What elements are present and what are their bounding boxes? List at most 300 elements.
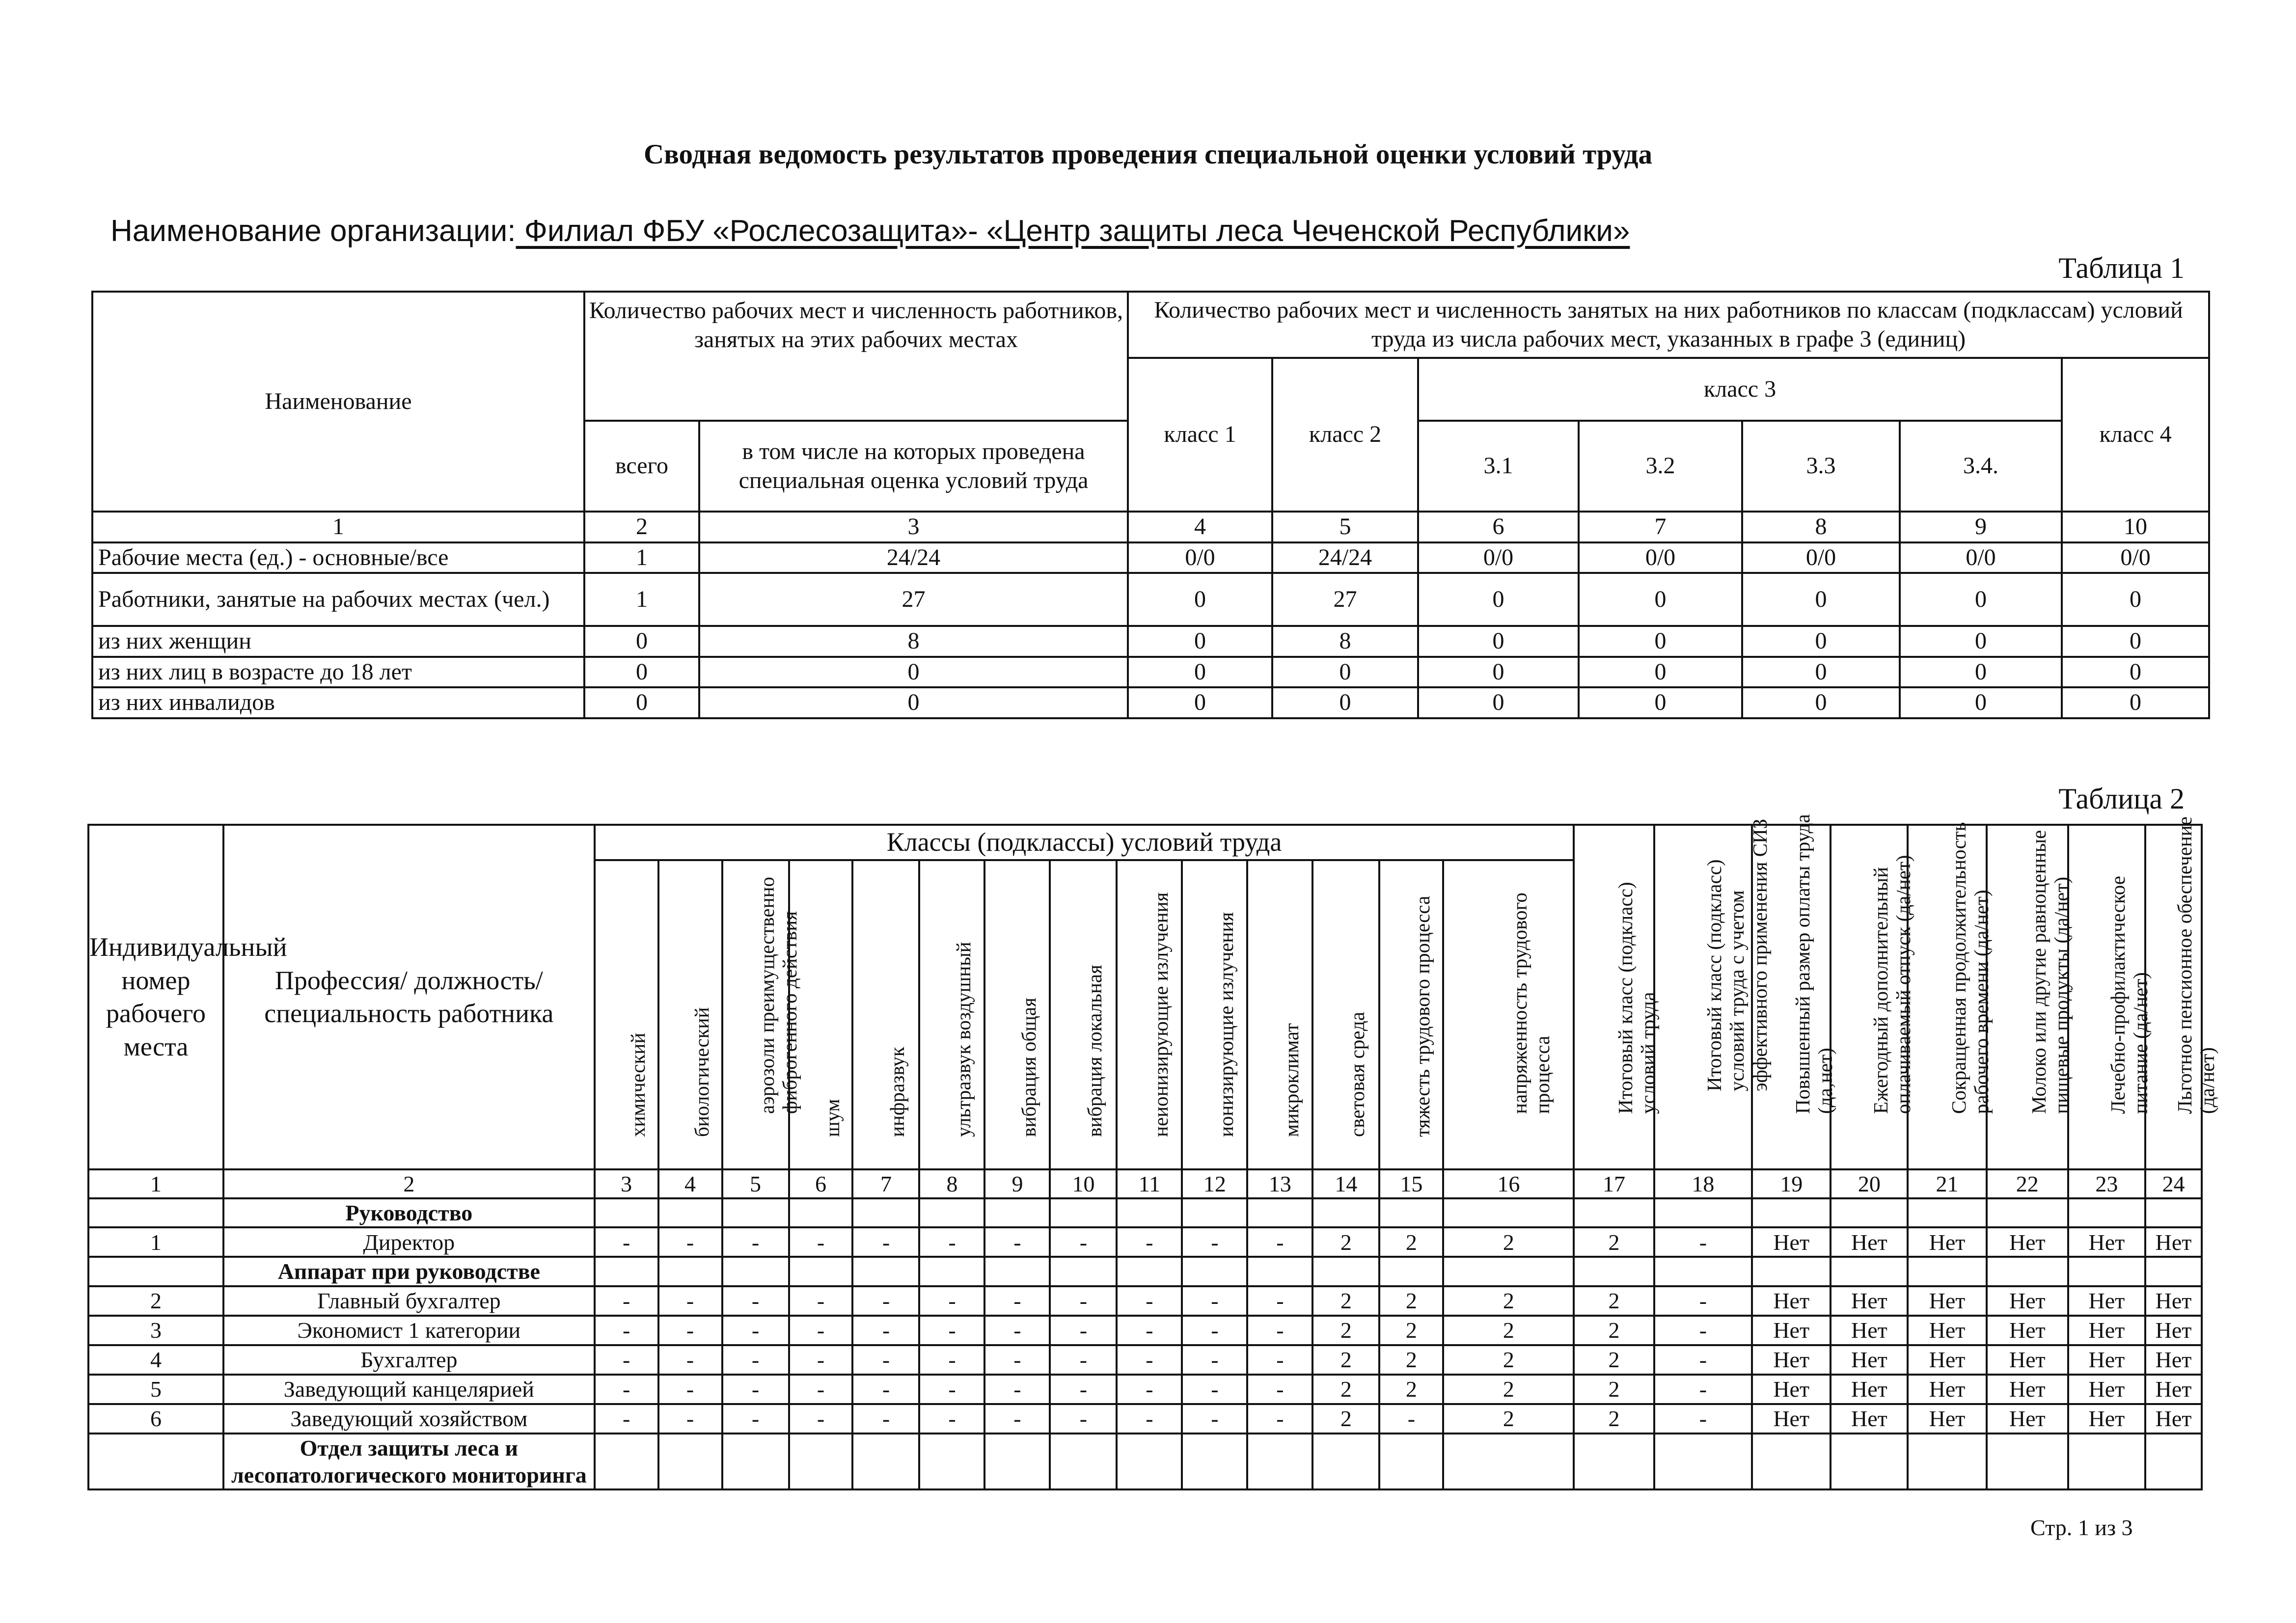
- t2-section-empty-cell: [984, 1434, 1050, 1489]
- t2-header-factor-wrap: [985, 861, 1049, 1168]
- t1-cell: 0: [2062, 657, 2209, 688]
- t2-column-number: 20: [1831, 1169, 1908, 1198]
- t2-cell: -: [595, 1375, 658, 1404]
- t2-section-empty-cell: [1831, 1198, 1908, 1227]
- t2-cell: 2: [1312, 1404, 1379, 1434]
- t1-header-3-3: 3.3: [1742, 421, 1900, 512]
- t2-section-empty-cell: [1117, 1434, 1182, 1489]
- t1-cell: 0: [1272, 687, 1418, 718]
- t2-cell: -: [1247, 1404, 1312, 1434]
- t2-cell: -: [852, 1227, 919, 1257]
- t2-cell: Нет: [1831, 1316, 1908, 1345]
- t2-column-number: 17: [1574, 1169, 1654, 1198]
- t2-section-label: Отдел защиты леса и лесопатологического мониторинга: [223, 1434, 595, 1489]
- t2-header-factor-wrap: [1313, 861, 1378, 1168]
- t2-cell: -: [1117, 1316, 1182, 1345]
- t2-column-number: 9: [984, 1169, 1050, 1198]
- t1-cell: 0: [1742, 657, 1900, 688]
- t1-cell: 0/0: [1418, 542, 1579, 573]
- t2-header-factor-text: вибрация локальная: [1083, 964, 1106, 1137]
- t2-header-id: Индивидуальный номер рабочего места: [88, 825, 223, 1169]
- t1-cell: 0: [1742, 573, 1900, 626]
- t2-section-empty-cell: [658, 1257, 722, 1286]
- t1-row: [92, 687, 2209, 718]
- t2-header-extra-wrap: [1909, 822, 1993, 1168]
- t2-row: [88, 1404, 2202, 1434]
- workplace-table: [87, 814, 2219, 1490]
- t2-section-empty-cell: [722, 1434, 789, 1489]
- t2-header-factor-text: микроклимат: [1280, 1023, 1303, 1137]
- t2-cell: Нет: [2068, 1227, 2145, 1257]
- t2-cell: Нет: [1987, 1375, 2068, 1404]
- t2-section-empty-cell: [852, 1257, 919, 1286]
- t2-section-empty-cell: [919, 1257, 984, 1286]
- t2-cell: -: [1117, 1375, 1182, 1404]
- t2-header-factor-wrap: [920, 861, 984, 1168]
- t2-section-empty-cell: [722, 1198, 789, 1227]
- t2-section-empty-cell: [1443, 1434, 1574, 1489]
- t2-cell: 2: [1443, 1316, 1574, 1345]
- t2-cell: 2: [1312, 1375, 1379, 1404]
- t2-cell: -: [852, 1316, 919, 1345]
- t2-cell: -: [595, 1345, 658, 1375]
- t2-column-number: 7: [852, 1169, 919, 1198]
- t2-header-classes-group: Классы (подклассы) условий труда: [595, 825, 1574, 860]
- t2-cell: Нет: [2145, 1316, 2202, 1345]
- t2-cell: Нет: [1752, 1316, 1831, 1345]
- t2-header-factor-text: неионизирующие излучения: [1149, 892, 1172, 1137]
- t2-section-empty-cell: [1908, 1434, 1986, 1489]
- t1-row: [92, 657, 2209, 688]
- t2-header-factor-text: шум: [820, 1099, 844, 1137]
- t2-cell: -: [1050, 1345, 1117, 1375]
- t2-cell: Нет: [2145, 1345, 2202, 1375]
- t2-header-factor-wrap: [1444, 861, 1573, 1168]
- t2-cell: -: [919, 1404, 984, 1434]
- t2-cell: -: [1117, 1404, 1182, 1434]
- t2-cell: Нет: [1752, 1286, 1831, 1316]
- t2-column-number: 2: [223, 1169, 595, 1198]
- t2-cell: Нет: [1987, 1345, 2068, 1375]
- t2-header-factor: [722, 860, 801, 1169]
- t2-row-profession: Заведующий хозяйством: [223, 1404, 595, 1434]
- t2-cell: 2: [1443, 1227, 1574, 1257]
- t1-cell: 27: [1272, 573, 1418, 626]
- t2-cell: -: [1247, 1375, 1312, 1404]
- t2-cell: -: [595, 1227, 658, 1257]
- t2-column-number: 22: [1987, 1169, 2068, 1198]
- t2-header-factor: [919, 860, 984, 1169]
- t2-cell: -: [658, 1227, 722, 1257]
- t1-cell: 0/0: [1579, 542, 1742, 573]
- t2-column-number: 21: [1908, 1169, 1986, 1198]
- t2-section-empty-cell: [1050, 1434, 1117, 1489]
- t2-header-extra-wrap: [1831, 826, 1915, 1168]
- t2-cell: -: [852, 1286, 919, 1316]
- t2-header-factor: [1117, 860, 1182, 1169]
- t2-section-empty-cell: [2145, 1257, 2202, 1286]
- t2-cell: Нет: [2145, 1227, 2202, 1257]
- t2-cell: Нет: [1831, 1345, 1908, 1375]
- t2-cell: -: [789, 1375, 853, 1404]
- t2-section-empty-cell: [1908, 1257, 1986, 1286]
- t1-header-total: всего: [584, 421, 699, 512]
- t2-header-extra: [1831, 825, 1915, 1169]
- organization-name: Филиал ФБУ «Рослесозащита»- «Центр защиты леса Чеченской Республики»: [516, 214, 1630, 248]
- document-title: Сводная ведомость результатов проведения специальной оценки условий труда: [643, 139, 1652, 170]
- t2-section-empty-cell: [1752, 1198, 1831, 1227]
- t2-header-extra-text: Льготное пенсионное обеспечение (да/нет): [2173, 816, 2219, 1114]
- t2-cell: Нет: [2145, 1375, 2202, 1404]
- t2-cell: Нет: [1987, 1227, 2068, 1257]
- t1-cell: 0: [1900, 626, 2062, 657]
- t2-header-extra-text: Молоко или другие равноценные пищевые продукты (да/нет): [2027, 830, 2073, 1114]
- t1-cell: 0: [1742, 626, 1900, 657]
- t2-header-extra: [1654, 818, 1772, 1169]
- t2-cell: -: [1247, 1345, 1312, 1375]
- t2-row-id: 6: [88, 1404, 223, 1434]
- t2-header-factor-text: инфразвук: [886, 1046, 909, 1137]
- t2-section-empty-cell: [1987, 1198, 2068, 1227]
- t2-header-extra-text: Повышенный размер оплаты труда (да,нет): [1791, 814, 1837, 1114]
- t2-section-empty-cell: [595, 1257, 658, 1286]
- t2-header-factor: [1050, 860, 1117, 1169]
- t2-cell: -: [1654, 1375, 1752, 1404]
- t1-column-number: 7: [1579, 512, 1742, 542]
- t2-header-extra: [2145, 816, 2219, 1169]
- t2-cell: 2: [1574, 1375, 1654, 1404]
- t2-cell: 2: [1312, 1345, 1379, 1375]
- t2-header-factor: [595, 860, 658, 1169]
- t1-cell: 0: [1418, 687, 1579, 718]
- t2-section-empty-cell: [1752, 1257, 1831, 1286]
- t2-section-empty-cell: [1831, 1257, 1908, 1286]
- t2-section-empty-cell: [2145, 1198, 2202, 1227]
- t2-column-number: 23: [2068, 1169, 2145, 1198]
- t2-header-factor-wrap: [1183, 861, 1246, 1168]
- t2-section-id-cell: [88, 1198, 223, 1227]
- t2-cell: 2: [1443, 1286, 1574, 1316]
- t2-header-factor-wrap: [659, 861, 721, 1168]
- t2-column-number: 4: [658, 1169, 722, 1198]
- t2-section-empty-cell: [789, 1257, 853, 1286]
- t2-cell: 2: [1574, 1345, 1654, 1375]
- t2-section-empty-cell: [1050, 1198, 1117, 1227]
- t2-header-extra-wrap: [1575, 826, 1660, 1168]
- t2-header-factor-wrap: [790, 861, 852, 1168]
- t2-cell: 2: [1379, 1375, 1443, 1404]
- t2-cell: Нет: [1752, 1375, 1831, 1404]
- t1-header-3-1: 3.1: [1418, 421, 1579, 512]
- t2-section-empty-cell: [1831, 1434, 1908, 1489]
- t1-row-label: из них инвалидов: [92, 687, 584, 718]
- t2-header-factor: [1182, 860, 1247, 1169]
- t2-column-number: 12: [1182, 1169, 1247, 1198]
- t2-cell: Нет: [2068, 1316, 2145, 1345]
- t2-column-number: 8: [919, 1169, 984, 1198]
- t2-header-extra: [1908, 822, 1993, 1169]
- t2-cell: -: [658, 1375, 722, 1404]
- t2-section-empty-cell: [984, 1198, 1050, 1227]
- t2-header-factor-wrap: [596, 861, 657, 1168]
- t2-section-label: Аппарат при руководстве: [223, 1257, 595, 1286]
- t1-cell: 1: [584, 573, 699, 626]
- t2-header-factor: [852, 860, 919, 1169]
- t2-cell: 2: [1379, 1345, 1443, 1375]
- t2-cell: Нет: [1908, 1404, 1986, 1434]
- t2-cell: -: [658, 1316, 722, 1345]
- t2-cell: -: [658, 1404, 722, 1434]
- t2-header-factor: [1247, 860, 1312, 1169]
- t2-cell: Нет: [1831, 1286, 1908, 1316]
- t2-cell: Нет: [1752, 1404, 1831, 1434]
- t1-cell: 0: [2062, 573, 2209, 626]
- t2-cell: -: [984, 1316, 1050, 1345]
- t2-cell: -: [1654, 1227, 1752, 1257]
- t1-column-number: 5: [1272, 512, 1418, 542]
- t2-column-number: 6: [789, 1169, 853, 1198]
- t2-row: [88, 1227, 2202, 1257]
- t2-column-number: 19: [1752, 1169, 1831, 1198]
- t2-row-id: 4: [88, 1345, 223, 1375]
- t2-section-empty-cell: [1182, 1434, 1247, 1489]
- t2-header-factor-wrap: [1051, 861, 1116, 1168]
- t2-header-factor-text: ионизирующие излучения: [1214, 912, 1237, 1137]
- t1-cell: 0: [584, 687, 699, 718]
- t2-header-extra-text: Сокращенная продолжительность рабочего времени (да/нет): [1947, 822, 1993, 1114]
- t2-header-factor: [789, 860, 853, 1169]
- t2-header-extra: [1752, 814, 1837, 1169]
- t2-row: [88, 1375, 2202, 1404]
- t2-section-empty-cell: [595, 1198, 658, 1227]
- t2-section-id-cell: [88, 1257, 223, 1286]
- t2-cell: -: [722, 1375, 789, 1404]
- organization-label: Наименование организации:: [110, 214, 516, 248]
- t2-cell: -: [1654, 1316, 1752, 1345]
- t2-cell: Нет: [2145, 1404, 2202, 1434]
- t2-cell: Нет: [1752, 1227, 1831, 1257]
- t1-cell: 0: [1128, 626, 1272, 657]
- t2-cell: -: [919, 1375, 984, 1404]
- t2-cell: -: [1379, 1404, 1443, 1434]
- t1-cell: 0: [2062, 626, 2209, 657]
- table2-caption: Таблица 2: [2058, 783, 2185, 815]
- t2-section-empty-cell: [1908, 1198, 1986, 1227]
- t2-cell: 2: [1443, 1404, 1574, 1434]
- t2-section-empty-cell: [1182, 1198, 1247, 1227]
- t2-cell: Нет: [1752, 1345, 1831, 1375]
- t2-header-factor-text: ультразвук воздушный: [952, 942, 975, 1137]
- t2-cell: -: [984, 1345, 1050, 1375]
- t2-header-factor-wrap: [723, 861, 801, 1168]
- t2-cell: -: [984, 1404, 1050, 1434]
- t2-section-empty-cell: [1247, 1257, 1312, 1286]
- t2-cell: 2: [1312, 1286, 1379, 1316]
- t2-section-label: Руководство: [223, 1198, 595, 1227]
- t1-cell: 0: [1900, 573, 2062, 626]
- t2-row-profession: Бухгалтер: [223, 1345, 595, 1375]
- t2-section-empty-cell: [2068, 1198, 2145, 1227]
- t2-header-factor-wrap: [1118, 861, 1181, 1168]
- t1-column-number: 9: [1900, 512, 2062, 542]
- t1-cell: 0: [1579, 657, 1742, 688]
- t2-cell: -: [595, 1286, 658, 1316]
- t2-cell: 2: [1379, 1227, 1443, 1257]
- t2-section-empty-cell: [1247, 1198, 1312, 1227]
- t2-cell: Нет: [1831, 1404, 1908, 1434]
- t2-section-empty-cell: [1987, 1434, 2068, 1489]
- t2-cell: Нет: [1908, 1227, 1986, 1257]
- t1-row: [92, 542, 2209, 573]
- t2-cell: -: [852, 1345, 919, 1375]
- t1-column-number: 3: [699, 512, 1128, 542]
- t2-header-factor-text: световая среда: [1346, 1011, 1369, 1137]
- t2-cell: Нет: [1908, 1286, 1986, 1316]
- t1-header-class1: класс 1: [1128, 358, 1272, 512]
- t1-cell: 0: [1579, 573, 1742, 626]
- t2-row: [88, 1286, 2202, 1316]
- t1-cell: 0: [1418, 626, 1579, 657]
- t2-cell: -: [1117, 1286, 1182, 1316]
- t2-cell: Нет: [2145, 1286, 2202, 1316]
- t2-section-empty-cell: [2145, 1434, 2202, 1489]
- t2-row-profession: Главный бухгалтер: [223, 1286, 595, 1316]
- t2-header-factor: [1443, 860, 1574, 1169]
- t2-cell: -: [919, 1286, 984, 1316]
- t2-cell: -: [984, 1375, 1050, 1404]
- t2-header-extra-wrap: [1655, 818, 1772, 1168]
- t2-header-profession: Профессия/ должность/ специальность работника: [223, 825, 595, 1169]
- t1-cell: 0: [1418, 657, 1579, 688]
- t2-cell: -: [658, 1345, 722, 1375]
- t2-cell: Нет: [2068, 1286, 2145, 1316]
- t2-cell: -: [919, 1345, 984, 1375]
- t2-section-empty-cell: [919, 1434, 984, 1489]
- t2-cell: -: [1654, 1404, 1752, 1434]
- t1-cell: 0/0: [1742, 542, 1900, 573]
- t2-header-extra-wrap: [1988, 826, 2073, 1168]
- t2-cell: Нет: [2068, 1375, 2145, 1404]
- t2-cell: -: [919, 1227, 984, 1257]
- t1-header-3-2: 3.2: [1579, 421, 1742, 512]
- t2-header-factor-wrap: [1380, 861, 1442, 1168]
- t2-cell: -: [852, 1404, 919, 1434]
- t2-cell: -: [722, 1227, 789, 1257]
- t2-cell: -: [1654, 1345, 1752, 1375]
- t1-header-name: Наименование: [92, 292, 584, 512]
- t2-section-empty-cell: [595, 1434, 658, 1489]
- t2-cell: -: [722, 1404, 789, 1434]
- t2-column-number: 1: [88, 1169, 223, 1198]
- t2-section-empty-cell: [1247, 1434, 1312, 1489]
- t2-cell: -: [658, 1286, 722, 1316]
- t2-column-number: 10: [1050, 1169, 1117, 1198]
- t2-cell: -: [1182, 1227, 1247, 1257]
- t2-cell: Нет: [1908, 1316, 1986, 1345]
- t2-section-empty-cell: [658, 1198, 722, 1227]
- t2-cell: -: [1117, 1227, 1182, 1257]
- t2-section-empty-cell: [1443, 1198, 1574, 1227]
- t2-column-numbers: [88, 1169, 2202, 1198]
- t2-cell: Нет: [1987, 1286, 2068, 1316]
- t1-header-class4: класс 4: [2062, 358, 2209, 512]
- t2-header-factor-text: напряженность трудового процесса: [1508, 893, 1554, 1114]
- t2-column-number: 11: [1117, 1169, 1182, 1198]
- t2-section-empty-cell: [789, 1198, 853, 1227]
- t1-column-number: 2: [584, 512, 699, 542]
- t2-cell: Нет: [1987, 1404, 2068, 1434]
- t1-cell: 0: [699, 657, 1128, 688]
- t2-row: [88, 1316, 2202, 1345]
- table1-caption: Таблица 1: [2058, 252, 2185, 284]
- t2-header-extra-text: Лечебно-профилактическое питание (да/нет): [2106, 876, 2152, 1114]
- t2-header-factor-wrap: [853, 861, 918, 1168]
- t2-row-id: 1: [88, 1227, 223, 1257]
- t2-column-number: 24: [2145, 1169, 2202, 1198]
- t1-cell: 8: [699, 626, 1128, 657]
- t2-cell: -: [789, 1286, 853, 1316]
- t2-section-empty-cell: [1182, 1257, 1247, 1286]
- t2-cell: Нет: [1987, 1316, 2068, 1345]
- t1-header-group-b: Количество рабочих мест и численность занятых на них работников по классам (подклассам) условий труда из числа рабочих мест, указанных в графе 3 (единиц): [1128, 292, 2209, 358]
- t1-column-number: 10: [2062, 512, 2209, 542]
- t2-header-factor: [1379, 860, 1443, 1169]
- t2-cell: -: [1050, 1227, 1117, 1257]
- t2-section-empty-cell: [1752, 1434, 1831, 1489]
- organization-line: [110, 214, 1630, 248]
- t2-cell: -: [1247, 1227, 1312, 1257]
- t2-header-extra-text: Ежегодный дополнительный оплачиваемый отпуск (да/нет): [1869, 855, 1915, 1114]
- t1-header-3-4: 3.4.: [1900, 421, 2062, 512]
- t1-cell: 0: [1128, 573, 1272, 626]
- t1-cell: 0: [1418, 573, 1579, 626]
- t1-cell: 0/0: [1128, 542, 1272, 573]
- t2-cell: Нет: [2068, 1345, 2145, 1375]
- t1-row-label: из них женщин: [92, 626, 584, 657]
- t2-cell: -: [1182, 1286, 1247, 1316]
- t2-cell: Нет: [1831, 1227, 1908, 1257]
- t2-row-profession: Заведующий канцелярией: [223, 1375, 595, 1404]
- t2-row: [88, 1345, 2202, 1375]
- t2-column-number: 3: [595, 1169, 658, 1198]
- t1-column-number: 6: [1418, 512, 1579, 542]
- t1-cell: 0: [584, 657, 699, 688]
- t2-cell: -: [1050, 1316, 1117, 1345]
- t2-cell: -: [789, 1345, 853, 1375]
- t2-cell: -: [789, 1227, 853, 1257]
- t2-cell: -: [1247, 1316, 1312, 1345]
- t1-header-class2: класс 2: [1272, 358, 1418, 512]
- t2-section-empty-cell: [1312, 1257, 1379, 1286]
- t2-cell: 2: [1574, 1404, 1654, 1434]
- summary-table: [91, 291, 2210, 719]
- t2-cell: 2: [1574, 1316, 1654, 1345]
- t2-section-empty-cell: [1654, 1434, 1752, 1489]
- t1-column-number: 4: [1128, 512, 1272, 542]
- t1-cell: 8: [1272, 626, 1418, 657]
- t2-section-empty-cell: [1050, 1257, 1117, 1286]
- t2-section-empty-cell: [1574, 1434, 1654, 1489]
- t1-cell: 24/24: [699, 542, 1128, 573]
- t2-header-factor-text: тяжесть трудового процесса: [1411, 895, 1434, 1137]
- t2-header-extra-wrap: [1753, 814, 1837, 1168]
- t2-section-empty-cell: [852, 1198, 919, 1227]
- t2-header-extra: [1987, 825, 2073, 1169]
- t1-row: [92, 573, 2209, 626]
- t2-column-number: 15: [1379, 1169, 1443, 1198]
- t1-row: [92, 626, 2209, 657]
- t2-section-empty-cell: [1654, 1257, 1752, 1286]
